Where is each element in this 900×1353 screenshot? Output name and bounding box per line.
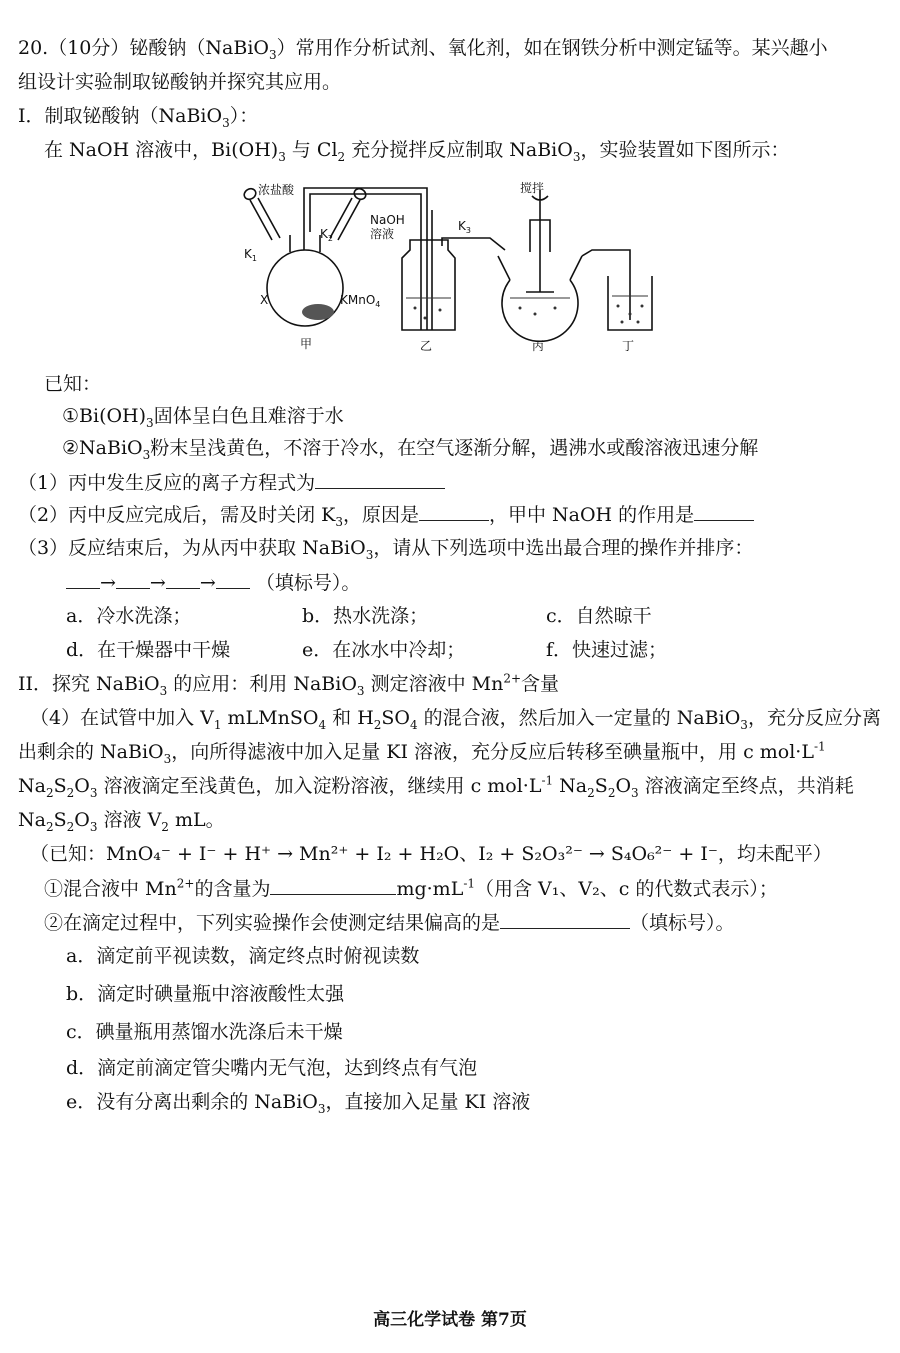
label-bing: 丙 (532, 339, 545, 353)
option4-d: d．滴定前滴定管尖嘴内无气泡，达到终点有气泡 (66, 1057, 478, 1079)
label-k2: $K_2$ (320, 227, 333, 243)
sequence-blank-2[interactable] (116, 570, 150, 589)
answer-blank-1[interactable] (315, 470, 445, 489)
sequence-blank-1[interactable] (66, 570, 100, 589)
question-2: （2）丙中反应完成后，需及时关闭 $K_3$，原因是 ，甲中 NaOH 的作用是 (18, 502, 754, 527)
label-kmno4: KMnO$_4$ (340, 293, 381, 309)
option3-e: e．在冰水中冷却； (302, 639, 466, 661)
part2-title: II．探究 NaBiO$_3$ 的应用：利用 NaBiO$_3$ 测定溶液中 $Mn^{2+}$含量 (18, 671, 560, 698)
option4-a: a．滴定前平视读数，滴定终点时俯视读数 (66, 945, 420, 967)
label-naoh: NaOH (370, 213, 405, 227)
question-1: （1）丙中发生反应的离子方程式为 (18, 470, 445, 495)
label-x: X (260, 293, 269, 307)
question-3-sequence: → → → （填标号）。 (66, 570, 360, 595)
known-item-1: $①Bi(OH)_3$固体呈白色且难溶于水 (62, 405, 344, 430)
sequence-blank-4[interactable] (216, 570, 250, 589)
part1-description: 在 NaOH 溶液中，$Bi(OH)_3$ 与 $Cl_2$ 充分搅拌反应制取 NaBiO$_3$，实验装置如下图所示： (44, 139, 790, 164)
question-4-line4: $Na_2S_2O_3$ 溶液 $V_2$ mL。 (18, 809, 225, 834)
option3-b: b．热水洗涤； (302, 605, 429, 627)
option3-c: c．自然晾干 (546, 605, 652, 627)
known-label: 已知： (44, 373, 102, 395)
question-intro-line1: 20.（10分）铋酸钠（NaBiO$_3$）常用作分析试剂、氧化剂，如在钢铁分析中测定锰等。某兴趣小 (18, 37, 828, 62)
question-4-sub2: ②在滴定过程中，下列实验操作会使测定结果偏高的是 （填标号）。 (44, 912, 735, 934)
apparatus-figure (220, 180, 680, 355)
known-item-2: ②NaBiO$_3$粉末呈浅黄色，不溶于冷水，在空气逐渐分解，遇沸水或酸溶液迅速分解 (62, 437, 759, 462)
question-4-known: （已知：MnO₄⁻ + I⁻ + H⁺ → Mn²⁺ + I₂ + H₂O、I₂ + S₂O₃²⁻ → S₄O₆²⁻ + I⁻，均未配平） (30, 843, 832, 865)
option3-d: d．在干燥器中干燥 (66, 639, 231, 661)
option3-a: a．冷水洗涤； (66, 605, 192, 627)
answer-blank-2a[interactable] (419, 502, 489, 521)
label-yi: 乙 (420, 339, 433, 353)
answer-blank-4a[interactable] (270, 876, 396, 895)
part1-title: I．制取铋酸钠（NaBiO$_3$）： (18, 105, 259, 130)
option3-f: f．快速过滤； (546, 639, 668, 661)
question-4-sub1: ①混合液中 $Mn^{2+}$的含量为 $mg\cdot mL^{-1}$（用含 V₁、V₂、c 的代数式表示）； (44, 876, 778, 900)
page-footer: 高三化学试卷 第7页 (373, 1310, 527, 1330)
label-conc-hcl: 浓盐酸 (258, 183, 295, 197)
question-4-line3: $Na_2S_2O_3$ 溶液滴定至浅黄色，加入淀粉溶液，继续用 c $mol\cdot L^{-1}$ $Na_2S_2O_3$ 溶液滴定至终点，共消耗 (18, 773, 854, 800)
label-jia: 甲 (300, 337, 313, 351)
option4-e: e．没有分离出剩余的 NaBiO$_3$，直接加入足量 KI 溶液 (66, 1091, 531, 1116)
sequence-blank-3[interactable] (166, 570, 200, 589)
answer-blank-2b[interactable] (694, 502, 754, 521)
label-k1: $K_1$ (244, 247, 257, 263)
question-3: （3）反应结束后，为从丙中获取 NaBiO$_3$，请从下列选项中选出最合理的操作并排序： (18, 537, 754, 562)
label-ding: 丁 (622, 339, 635, 353)
option4-c: c．碘量瓶用蒸馏水洗涤后未干燥 (66, 1021, 343, 1043)
question-4-line2: 出剩余的 NaBiO$_3$，向所得滤液中加入足量 KI 溶液，充分反应后转移至碘量瓶中，用 c $mol\cdot L^{-1}$ (18, 739, 826, 766)
question-intro-line2: 组设计实验制取铋酸钠并探究其应用。 (18, 71, 342, 93)
option4-b: b．滴定时碘量瓶中溶液酸性太强 (66, 983, 345, 1005)
label-naoh-solution: 溶液 (370, 227, 395, 241)
question-4-line1: （4）在试管中加入 $V_1$ mLMnSO$_4$ 和 $H_2SO_4$ 的混合液，然后加入一定量的 NaBiO$_3$，充分反应分离 (30, 707, 881, 732)
label-stir: 搅拌 (520, 181, 545, 195)
label-k3: $K_3$ (458, 219, 471, 235)
answer-blank-4b[interactable] (500, 910, 630, 929)
